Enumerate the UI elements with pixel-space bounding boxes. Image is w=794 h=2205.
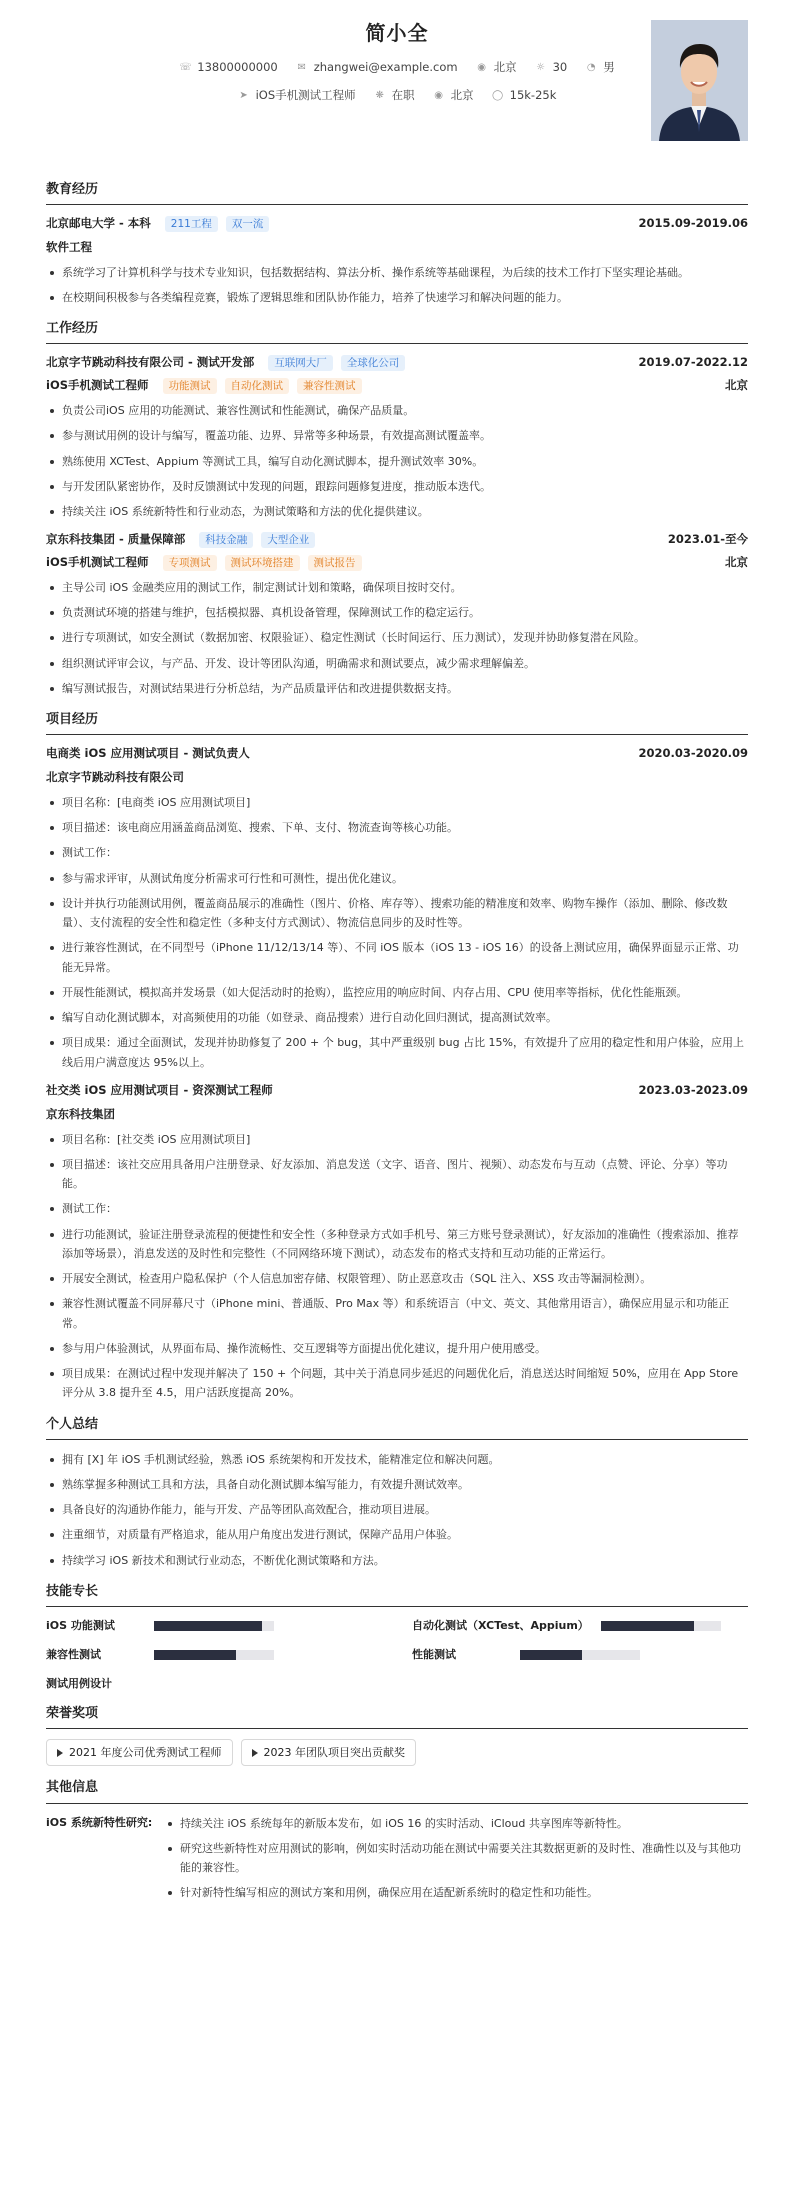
project-date: 2020.03-2020.09 [638,746,748,761]
role-tag: 测试报告 [308,555,362,571]
project-bullets [46,793,748,1072]
job-location: 北京 [725,378,748,393]
company-tag: 全球化公司 [341,355,406,371]
skill-bar-fill [520,1650,582,1660]
school-tag: 双一流 [226,216,270,232]
job-date: 2023.01-至今 [667,532,748,547]
project-company: 京东科技集团 [46,1106,115,1121]
job-role: iOS手机测试工程师 [46,555,149,570]
education-title: 教育经历 [46,180,748,205]
list-item: 与开发团队紧密协作，及时反馈测试中发现的问题，跟踪问题修复进度，推动版本迭代。 [46,477,748,496]
list-item: 开展安全测试，检查用户隐私保护（个人信息加密存储、权限管理）、防止恶意攻击（SQL 注入、XSS 攻击等漏洞检测）。 [46,1269,748,1288]
list-item: 针对新特性编写相应的测试方案和用例，确保应用在适配新系统时的稳定性和功能性。 [164,1883,748,1902]
list-item: 参与需求评审，从测试角度分析需求可行性和可测性，提出优化建议。 [46,869,748,888]
awards-list [46,1739,748,1766]
education-section [46,180,748,307]
award-badge [46,1739,233,1766]
job-role: iOS手机测试工程师 [46,378,149,393]
list-item: 项目成果：在测试过程中发现并解决了 150 + 个问题，其中关于消息同步延迟的问题优化后，消息送达时间缩短 50%，应用在 App Store 评分从 3.8 提升至 4.5，用户活跃度提高 20%。 [46,1364,748,1403]
list-item: 负责测试环境的搭建与维护，包括模拟器、真机设备管理，保障测试工作的稳定运行。 [46,603,748,622]
skill-name: 兼容性测试 [46,1648,101,1662]
list-item: 项目描述：该电商应用涵盖商品浏览、搜索、下单、支付、物流查询等核心功能。 [46,818,748,837]
company-name: 北京字节跳动科技有限公司 - 测试开发部 [46,355,255,370]
list-item: 进行功能测试，验证注册登录流程的便捷性和安全性（多种登录方式如手机号、第三方账号登录测试），好友添加的准确性（搜索添加、推荐添加等场景），消息发送的及时性和完整性（不同网络环境下测试），动态发布的格式支持和互动功能的正常运行。 [46,1225,748,1264]
work-section [46,319,748,698]
list-item: 编写测试报告，对测试结果进行分析总结，为产品质量评估和改进提供数据支持。 [46,679,748,698]
list-item: 项目名称：[社交类 iOS 应用测试项目] [46,1130,748,1149]
company-name: 京东科技集团 - 质量保障部 [46,532,186,547]
phone-info [179,59,277,77]
position-text: iOS手机测试工程师 [255,87,356,102]
summary-title: 个人总结 [46,1415,748,1440]
phone-icon: ☏ [179,61,192,73]
candidate-name: 简小全 [365,21,429,45]
list-item: 测试工作： [46,843,748,862]
list-item: 进行兼容性测试，在不同型号（iPhone 11/12/13/14 等）、不同 iOS 版本（iOS 13 - iOS 16）的设备上测试应用，确保界面显示正常、功能无异常。 [46,938,748,977]
play-icon [57,1749,63,1757]
list-item: 负责公司iOS 应用的功能测试、兼容性测试和性能测试，确保产品质量。 [46,401,748,420]
list-item: 开展性能测试，模拟高并发场景（如大促活动时的抢购），监控应用的响应时间、内存占用、CPU 使用率等指标，优化性能瓶颈。 [46,983,748,1002]
list-item: 主导公司 iOS 金融类应用的测试工作，制定测试计划和策略，确保项目按时交付。 [46,578,748,597]
other-entry [46,1814,748,1909]
list-item: 编写自动化测试脚本，对高频使用的功能（如登录、商品搜索）进行自动化回归测试，提高测试效率。 [46,1008,748,1027]
list-item: 熟练掌握多种测试工具和方法，具备自动化测试脚本编写能力，有效提升测试效率。 [46,1475,748,1494]
salary-info [492,87,557,105]
list-item: 具备良好的沟通协作能力，能与开发、产品等团队高效配合，推动项目进展。 [46,1500,748,1519]
other-label: iOS 系统新特性研究: [46,1815,153,1829]
skill-bar-fill [154,1621,262,1631]
send-icon: ➤ [239,89,248,101]
skill-name: 自动化测试（XCTest、Appium） [412,1619,589,1633]
status-info [374,87,415,105]
other-section [46,1778,748,1908]
list-item: 项目名称：[电商类 iOS 应用测试项目] [46,793,748,812]
projects-section [46,710,748,1402]
avatar [651,20,748,141]
resume-header [46,18,748,168]
company-tag: 互联网大厂 [268,355,333,371]
skill-bar [520,1650,640,1660]
project-name: 社交类 iOS 应用测试项目 - 资深测试工程师 [46,1082,273,1097]
list-item: 兼容性测试覆盖不同屏幕尺寸（iPhone mini、普通版、Pro Max 等）和系统语言（中文、英文、其他常用语言），确保应用显示和功能正常。 [46,1294,748,1333]
education-entry [46,215,748,307]
education-date: 2015.09-2019.06 [638,216,748,231]
role-tag: 专项测试 [163,555,217,571]
skill-item [46,1646,382,1663]
awards-section [46,1704,748,1766]
summary-section [46,1415,748,1570]
job-bullets [46,401,748,521]
list-item: 研究这些新特性对应用测试的影响，例如实时活动功能在测试中需要关注其数据更新的及时性、准确性以及与其他功能的兼容性。 [164,1839,748,1878]
skill-name: 性能测试 [412,1648,456,1662]
summary-bullets [46,1450,748,1570]
skill-item [46,1675,382,1692]
education-header-row [46,215,748,233]
email-text: zhangwei@example.com [313,60,458,74]
list-item: 系统学习了计算机科学与技术专业知识，包括数据结构、算法分析、操作系统等基础课程，为后续的技术工作打下坚实理论基础。 [46,263,748,282]
award-badge [241,1739,417,1766]
salary-text: 15k-25k [509,87,557,102]
target-city-text: 北京 [450,87,474,102]
role-tag: 兼容性测试 [297,378,362,394]
email-info [296,59,458,77]
contact-row [46,59,748,77]
list-item: 组织测试评审会议，与产品、开发、设计等团队沟通，明确需求和测试要点，减少需求理解偏差。 [46,654,748,673]
position-info [238,87,356,105]
age-info [535,59,568,77]
money-icon: ◯ [492,89,504,101]
work-title: 工作经历 [46,319,748,344]
target-city-info [433,87,474,105]
skill-bar-fill [601,1621,695,1631]
skill-name: iOS 功能测试 [46,1619,115,1633]
list-item: 测试工作： [46,1199,748,1218]
award-text: 2023 年团队项目突出贡献奖 [263,1746,405,1760]
job-entry [46,531,748,698]
list-item: 熟练使用 XCTest、Appium 等测试工具，编写自动化测试脚本，提升测试效率 30%。 [46,452,748,471]
list-item: 持续关注 iOS 系统新特性和行业动态，为测试策略和方法的优化提供建议。 [46,502,748,521]
job-entry [46,354,748,521]
skill-bar-fill [154,1650,236,1660]
skills-grid [46,1617,748,1692]
phone-text: 13800000000 [197,60,278,74]
awards-title: 荣誉奖项 [46,1704,748,1729]
skill-item [412,1617,748,1634]
skills-section [46,1582,748,1692]
skills-title: 技能专长 [46,1582,748,1607]
skill-name: 测试用例设计 [46,1677,112,1691]
list-item: 项目描述：该社交应用具备用户注册登录、好友添加、消息发送（文字、语音、图片、视频）、动态发布与互动（点赞、评论、分享）等功能。 [46,1155,748,1194]
company-tag: 大型企业 [261,532,315,548]
skill-bar [154,1650,274,1660]
mail-icon: ✉ [297,61,306,73]
city-text: 北京 [493,60,517,74]
project-date: 2023.03-2023.09 [638,1082,748,1097]
gender-icon: ◔ [586,61,596,73]
award-text: 2021 年度公司优秀测试工程师 [69,1746,222,1760]
role-tag: 功能测试 [163,378,217,394]
project-entry [46,1082,748,1403]
city-info [476,59,517,77]
role-tag: 测试环境搭建 [225,555,300,571]
other-title: 其他信息 [46,1778,748,1803]
job-bullets [46,578,748,698]
list-item: 拥有 [X] 年 iOS 手机测试经验，熟悉 iOS 系统架构和开发技术，能精准定位和解决问题。 [46,1450,748,1469]
list-item: 持续学习 iOS 新技术和测试行业动态，不断优化测试策略和方法。 [46,1551,748,1570]
status-text: 在职 [391,87,415,102]
major-name: 软件工程 [46,239,92,254]
projects-title: 项目经历 [46,710,748,735]
school-tag: 211工程 [165,216,218,232]
birthday-icon: ☼ [536,61,546,73]
gender-info [585,59,615,77]
list-item: 进行专项测试，如安全测试（数据加密、权限验证）、稳定性测试（长时间运行、压力测试），发现并协助修复潜在风险。 [46,628,748,647]
project-company: 北京字节跳动科技有限公司 [46,770,184,785]
list-item: 参与用户体验测试，从界面布局、操作流畅性、交互逻辑等方面提出优化建议，提升用户使用感受。 [46,1339,748,1358]
status-icon: ❋ [375,89,384,101]
play-icon [252,1749,258,1757]
list-item: 参与测试用例的设计与编写，覆盖功能、边界、异常等多种场景，有效提高测试覆盖率。 [46,426,748,445]
list-item: 在校期间积极参与各类编程竞赛，锻炼了逻辑思维和团队协作能力，培养了快速学习和解决问题的能力。 [46,288,748,307]
list-item: 持续关注 iOS 系统每年的新版本发布，如 iOS 16 的实时活动、iCloud 共享图库等新特性。 [164,1814,748,1833]
profile-photo [651,20,748,141]
project-bullets [46,1130,748,1403]
school-name: 北京邮电大学 - 本科 [46,216,151,231]
project-entry [46,745,748,1072]
skill-item [46,1617,382,1634]
job-intent-row [46,87,748,105]
list-item: 项目成果：通过全面测试，发现并协助修复了 200 + 个 bug，其中严重级别 bug 占比 15%，有效提升了应用的稳定性和用户体验，应用上线后用户满意度达 95%以上。 [46,1033,748,1072]
location-icon: ◉ [477,61,486,73]
skill-item [412,1646,748,1663]
list-item: 设计并执行功能测试用例，覆盖商品展示的准确性（图片、价格、库存等）、搜索功能的精准度和效率、购物车操作（添加、删除、修改数量）、支付流程的安全性和稳定性（多种支付方式测试）、物流信息同步的及时性等。 [46,894,748,933]
job-location: 北京 [725,555,748,570]
other-bullets [164,1814,748,1909]
skill-bar [601,1621,721,1631]
skill-bar [154,1621,274,1631]
company-tag: 科技金融 [199,532,253,548]
gender-text: 男 [603,60,615,74]
location-icon: ◉ [434,89,443,101]
job-date: 2019.07-2022.12 [638,355,748,370]
age-text: 30 [552,60,568,74]
education-bullets [46,263,748,308]
list-item: 注重细节，对质量有严格追求，能从用户角度出发进行测试，保障产品用户体验。 [46,1525,748,1544]
project-name: 电商类 iOS 应用测试项目 - 测试负责人 [46,746,250,761]
role-tag: 自动化测试 [225,378,290,394]
